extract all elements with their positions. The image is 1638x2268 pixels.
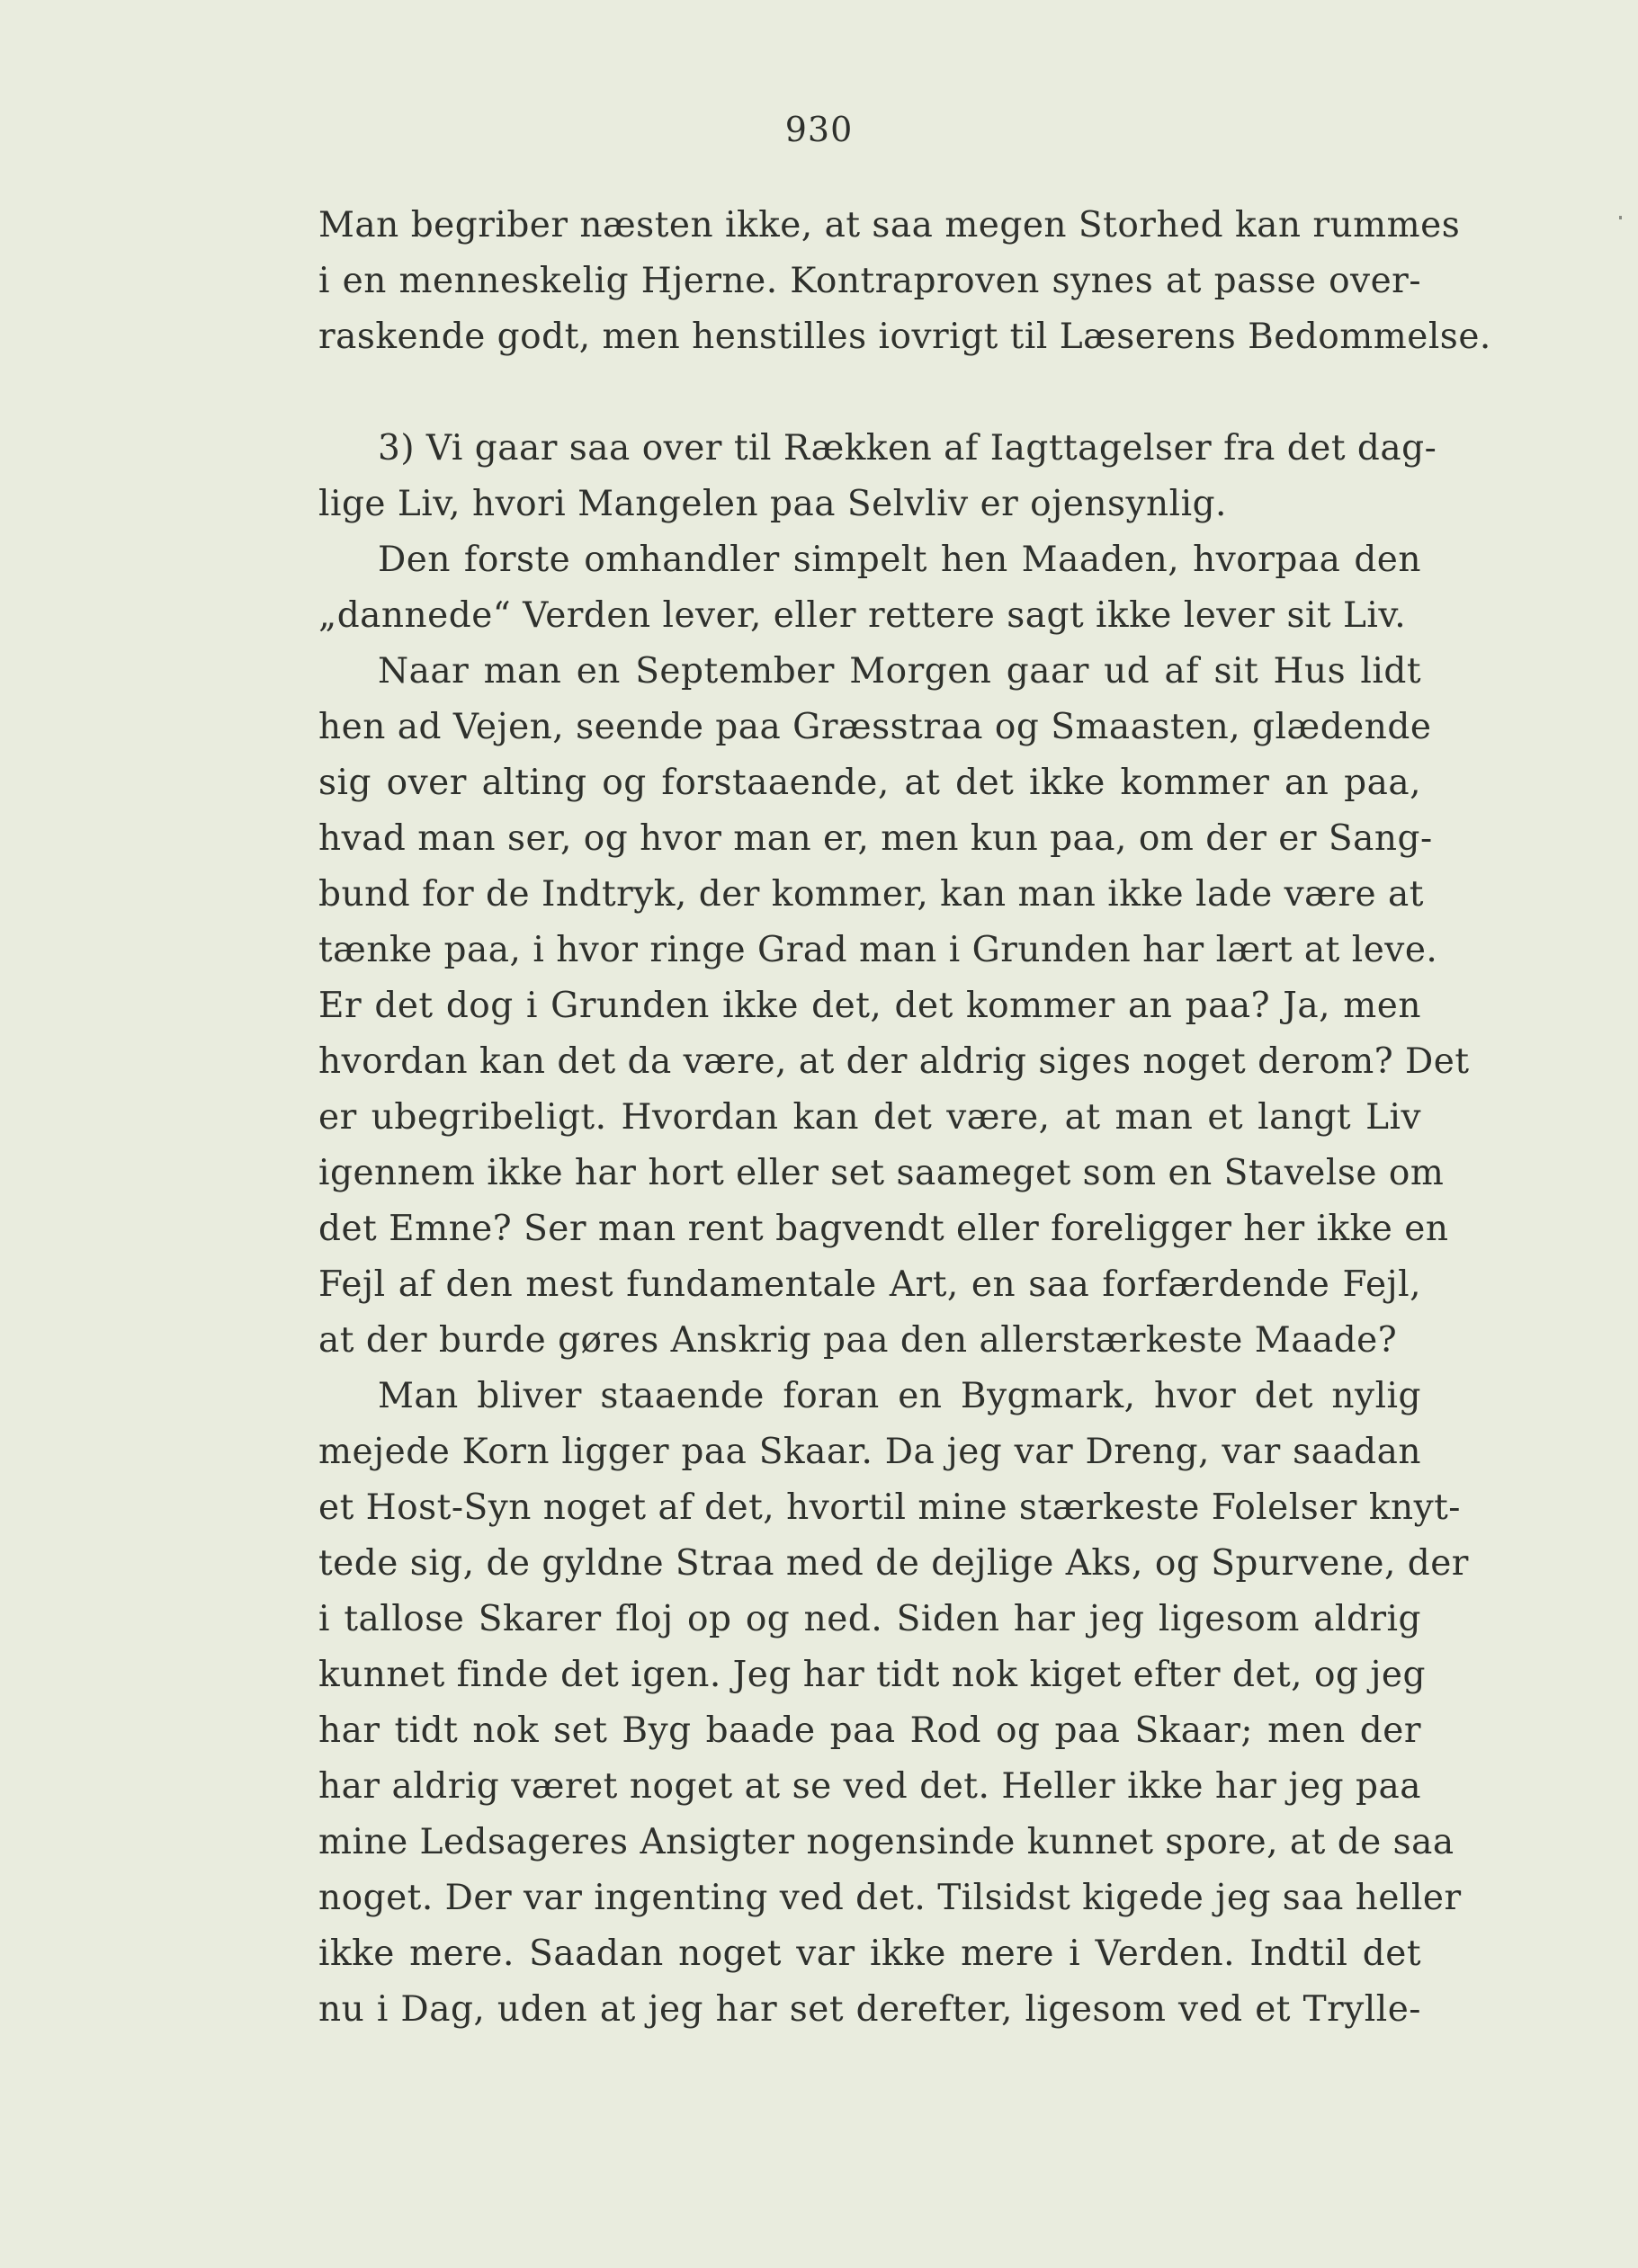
text-line: i tallose Skarer floj op og ned. Siden har jeg ligesom aldrig: [318, 1599, 1421, 1639]
text-line: har tidt nok set Byg baade paa Rod og paa Skaar; men der: [318, 1710, 1421, 1751]
paragraph-gap: [318, 365, 1421, 421]
text-line: Man bliver staaende foran en Bygmark, hvor det nylig: [378, 1376, 1421, 1416]
text-line: Naar man en September Morgen gaar ud af sit Hus lidt: [378, 651, 1421, 692]
text-line: lige Liv, hvori Mangelen paa Selvliv er ojensynlig.: [318, 484, 1227, 524]
text-line: Er det dog i Grunden ikke det, det kommer an paa? Ja, men: [318, 986, 1421, 1026]
text-line: mejede Korn ligger paa Skaar. Da jeg var Dreng, var saadan: [318, 1432, 1421, 1472]
text-line: at der burde gøres Anskrig paa den allerstærkeste Maade?: [318, 1320, 1398, 1361]
text-line: hen ad Vejen, seende paa Græsstraa og Smaasten, glædende: [318, 707, 1432, 747]
text-line: ikke mere. Saadan noget var ikke mere i Verden. Indtil det: [318, 1933, 1421, 1974]
text-line: er ubegribeligt. Hvordan kan det være, at man et langt Liv: [318, 1097, 1421, 1138]
text-line: mine Ledsageres Ansigter nogensinde kunnet spore, at de saa: [318, 1822, 1455, 1862]
text-line: noget. Der var ingenting ved det. Tilsidst kigede jeg saa heller: [318, 1878, 1462, 1918]
text-line: raskende godt, men henstilles iovrigt til Læserens Bedommelse.: [318, 317, 1491, 357]
text-line: tænke paa, i hvor ringe Grad man i Grunden har lært at leve.: [318, 930, 1438, 970]
text-line: i en menneskelig Hjerne. Kontraproven synes at passe over-: [318, 261, 1421, 301]
text-line: igennem ikke har hort eller set saameget som en Stavelse om: [318, 1153, 1445, 1193]
text-line: Man begriber næsten ikke, at saa megen Storhed kan rummes: [318, 205, 1461, 246]
text-line: 3) Vi gaar saa over til Rækken af Iagttagelser fra det dag-: [378, 428, 1437, 469]
text-line: hvordan kan det da være, at der aldrig siges noget derom? Det: [318, 1041, 1470, 1082]
text-line: det Emne? Ser man rent bagvendt eller foreligger her ikke en: [318, 1209, 1449, 1249]
text-line: „dannede“ Verden lever, eller rettere sagt ikke lever sit Liv.: [318, 595, 1407, 636]
text-line: bund for de Indtryk, der kommer, kan man ikke lade være at: [318, 874, 1424, 915]
body-text: [318, 198, 1491, 2038]
text-line: Fejl af den mest fundamentale Art, en saa forfærdende Fejl,: [318, 1264, 1421, 1305]
text-line: tede sig, de gyldne Straa med de dejlige Aks, og Spurvene, der: [318, 1543, 1469, 1584]
text-line: har aldrig været noget at se ved det. Heller ikke har jeg paa: [318, 1766, 1421, 1807]
page-number: 930: [784, 110, 854, 149]
text-line: nu i Dag, uden at jeg har set derefter, ligesom ved et Trylle-: [318, 1989, 1421, 2030]
text-line: Den forste omhandler simpelt hen Maaden, hvorpaa den: [378, 540, 1421, 580]
text-line: kunnet finde det igen. Jeg har tidt nok kiget efter det, og jeg: [318, 1655, 1426, 1695]
text-line: hvad man ser, og hvor man er, men kun paa, om der er Sang-: [318, 818, 1433, 859]
text-line: et Host-Syn noget af det, hvortil mine stærkeste Folelser knyt-: [318, 1487, 1461, 1528]
text-line: sig over alting og forstaaende, at det ikke kommer an paa,: [318, 763, 1421, 803]
scan-edge-mark: [1619, 216, 1622, 219]
